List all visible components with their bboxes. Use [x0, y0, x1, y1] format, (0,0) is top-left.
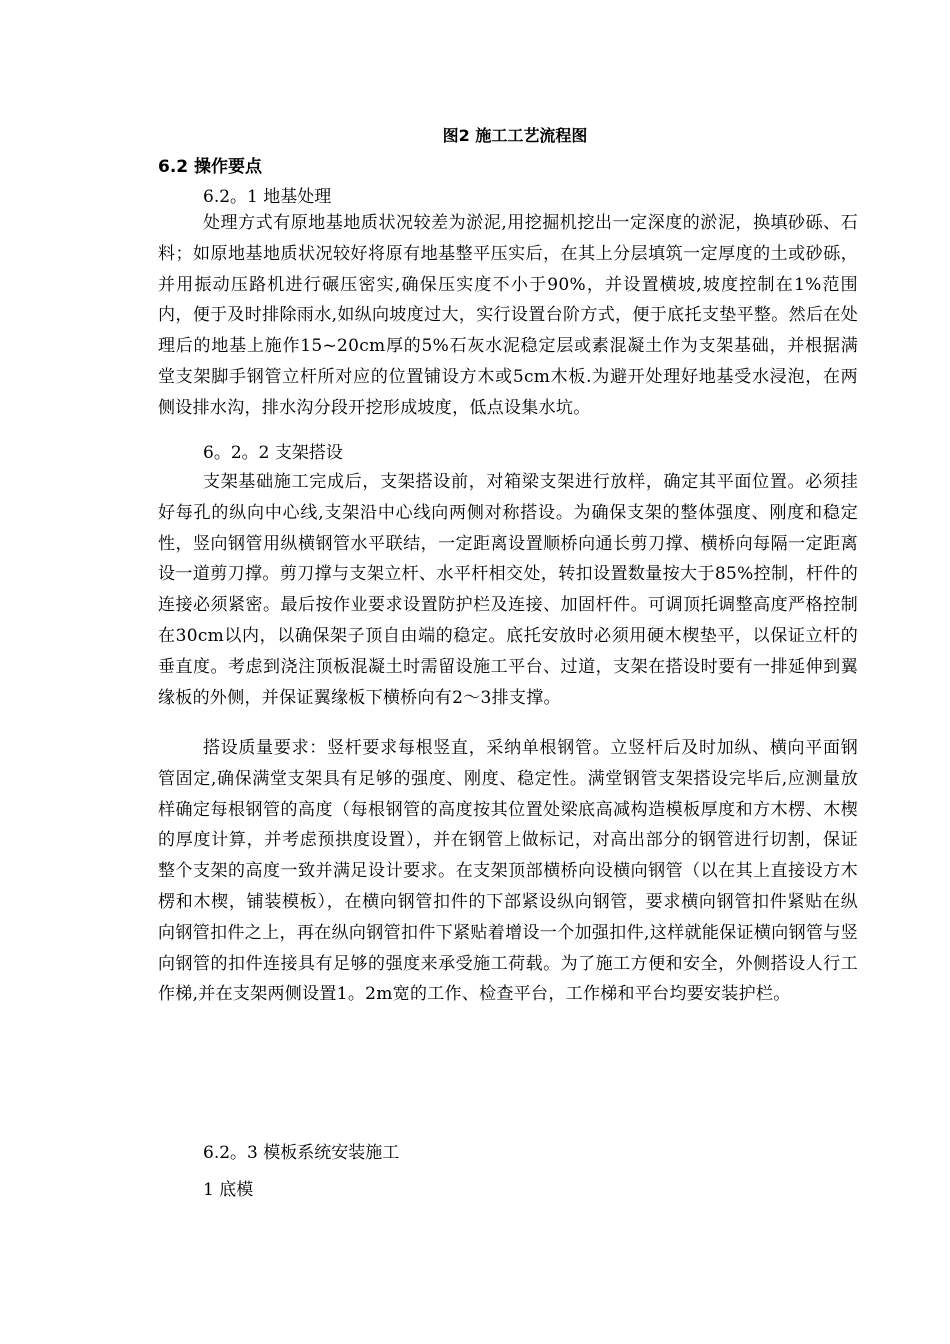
paragraph-foundation-treatment: 处理方式有原地基地质状况较差为淤泥,用挖掘机挖出一定深度的淤泥，换填砂砾、石料；如原地基地质状况较好将原有地基整平压实后，在其上分层填筑一定厚度的土或砂砾，并用振动压路机进行碾压密实,确保压实度不小于90%，并设置横坡,坡度控制在1%范围内，便于及时排除雨水,如纵向坡度过大，实行设置台阶方式，便于底托支垫平整。然后在处理后的地基上施作15~20cm厚的5%石灰水泥稳定层或素混凝土作为支架基础，并根据满堂支架脚手钢管立杆所对应的位置铺设方木或5cm木板.为避开处理好地基受水浸泡，在两侧设排水沟，排水沟分段开挖形成坡度，低点设集水坑。: [158, 213, 858, 418]
paragraph-scaffold-erection: 支架基础施工完成后，支架搭设前，对箱梁支架进行放样，确定其平面位置。必须挂好每孔的纵向中心线,支架沿中心线向两侧对称搭设。为确保支架的整体强度、刚度和稳定性，竖向钢管用纵横钢管水平联结，一定距离设置顺桥向通长剪刀撑、横桥向每隔一定距离设一道剪刀撑。剪刀撑与支架立杆、水平杆相交处，转扣设置数量按大于85%控制，杆件的连接必须紧密。最后按作业要求设置防护栏及连接、加固杆件。可调顶托调整高度严格控制在30cm以内，以确保架子顶自由端的稳定。底托安放时必须用硬木楔垫平，以保证立杆的垂直度。考虑到浇注顶板混凝土时需留设施工平台、过道，支架在搭设时要有一排延伸到翼缘板的外侧，并保证翼缘板下横桥向有2～3排支撑。: [158, 472, 858, 708]
subsection-heading-6-2-2: 6。2。2 支架搭设: [203, 443, 343, 463]
section-title: 6.2 操作要点: [158, 157, 263, 177]
paragraph-quality-requirements: 搭设质量要求：竖杆要求每根竖直，采纳单根钢管。立竖杆后及时加纵、横向平面钢管固定,确保满堂支架具有足够的强度、刚度、稳定性。满堂钢管支架搭设完毕后,应测量放样确定每根钢管的高度（每根钢管的高度按其位置处梁底高减构造模板厚度和方木楞、木楔的厚度计算，并考虑预拱度设置），并在钢管上做标记，对高出部分的钢管进行切割，保证整个支架的高度一致并满足设计要求。在支架顶部横桥向设横向钢管（以在其上直接设方木楞和木楔，铺装模板），在横向钢管扣件的下部紧设纵向钢管，要求横向钢管扣件紧贴在纵向钢管扣件之上，再在纵向钢管扣件下紧贴着增设一个加强扣件,这样就能保证横向钢管与竖向钢管的扣件连接具有足够的强度来承受施工荷载。为了施工方便和安全，外侧搭设人行工作梯,并在支架两侧设置1。2m宽的工作、检查平台，工作梯和平台均要安装护栏。: [158, 738, 858, 1005]
subsection-heading-6-2-1: 6.2。1 地基处理: [203, 187, 332, 207]
list-item-bottom-formwork: 1 底模: [203, 1180, 254, 1200]
figure-caption: 图2 施工工艺流程图: [442, 126, 588, 145]
subsection-heading-6-2-3: 6.2。3 模板系统安装施工: [203, 1143, 400, 1163]
